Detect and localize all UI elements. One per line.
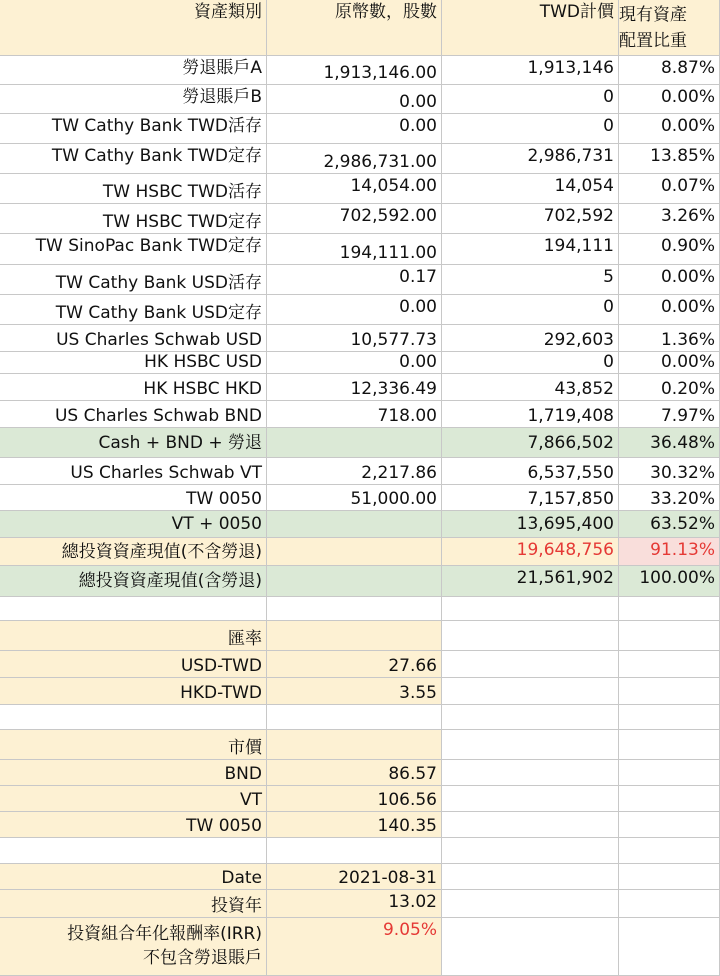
- empty-cell[interactable]: [442, 812, 619, 838]
- asset-pct[interactable]: 8.87%: [619, 56, 720, 85]
- market-price[interactable]: 106.56: [267, 786, 442, 812]
- asset-original[interactable]: 718.00: [267, 401, 442, 428]
- market-ticker[interactable]: TW 0050: [0, 812, 267, 838]
- asset-pct[interactable]: 0.90%: [619, 234, 720, 265]
- asset-twd[interactable]: 702,592: [442, 204, 619, 234]
- empty-cell[interactable]: [0, 597, 267, 621]
- subtotal-etf-original[interactable]: [267, 511, 442, 538]
- header-allocation-line1: 現有資產: [619, 4, 687, 25]
- asset-original[interactable]: 0.00: [267, 85, 442, 114]
- asset-original[interactable]: 0.00: [267, 352, 442, 374]
- header-category[interactable]: 資產類別: [0, 0, 267, 56]
- total-incl-original[interactable]: [267, 566, 442, 597]
- total-incl-label[interactable]: 總投資資產現值(含勞退): [0, 566, 267, 597]
- years-value[interactable]: 13.02: [267, 890, 442, 918]
- asset-original[interactable]: 702,592.00: [267, 204, 442, 234]
- empty-cell[interactable]: [619, 597, 720, 621]
- empty-cell[interactable]: [619, 838, 720, 864]
- fx-pair[interactable]: USD-TWD: [0, 651, 267, 678]
- asset-original[interactable]: 1,913,146.00: [267, 56, 442, 85]
- header-original[interactable]: 原幣數，股數: [267, 0, 442, 56]
- market-price[interactable]: 86.57: [267, 760, 442, 786]
- empty-cell[interactable]: [267, 730, 442, 760]
- subtotal-cash-pct[interactable]: 36.48%: [619, 428, 720, 458]
- date-row: [0, 864, 720, 890]
- market-row: [0, 786, 720, 812]
- asset-twd[interactable]: 1,719,408: [442, 401, 619, 428]
- empty-cell[interactable]: [619, 812, 720, 838]
- asset-name[interactable]: TW HSBC TWD定存: [0, 204, 267, 234]
- asset-pct[interactable]: 0.00%: [619, 114, 720, 144]
- market-title[interactable]: 市價: [0, 730, 267, 760]
- asset-twd[interactable]: 0: [442, 352, 619, 374]
- date-value[interactable]: 2021-08-31: [267, 864, 442, 890]
- asset-twd[interactable]: 0: [442, 114, 619, 144]
- asset-pct[interactable]: 7.97%: [619, 401, 720, 428]
- subtotal-cash-twd[interactable]: 7,866,502: [442, 428, 619, 458]
- empty-cell[interactable]: [442, 918, 619, 976]
- table-row: [0, 485, 720, 511]
- irr-value[interactable]: 9.05%: [267, 918, 442, 976]
- asset-twd[interactable]: 6,537,550: [442, 458, 619, 485]
- empty-cell[interactable]: [619, 705, 720, 730]
- empty-cell[interactable]: [0, 705, 267, 730]
- asset-name[interactable]: US Charles Schwab BND: [0, 401, 267, 428]
- fx-row: [0, 651, 720, 678]
- table-row: [0, 325, 720, 352]
- asset-pct[interactable]: 30.32%: [619, 458, 720, 485]
- asset-original[interactable]: 10,577.73: [267, 325, 442, 352]
- table-row: [0, 85, 720, 114]
- empty-cell[interactable]: [0, 838, 267, 864]
- asset-original[interactable]: 0.00: [267, 295, 442, 325]
- asset-twd[interactable]: 0: [442, 85, 619, 114]
- years-row: [0, 890, 720, 918]
- table-row: [0, 174, 720, 204]
- asset-name[interactable]: 勞退賬戶B: [0, 85, 267, 114]
- fx-title-row: [0, 621, 720, 651]
- asset-original[interactable]: 2,217.86: [267, 458, 442, 485]
- asset-original[interactable]: 14,054.00: [267, 174, 442, 204]
- table-row: [0, 374, 720, 401]
- asset-name[interactable]: TW Cathy Bank TWD定存: [0, 144, 267, 174]
- asset-original[interactable]: 51,000.00: [267, 485, 442, 511]
- subtotal-etf-pct[interactable]: 63.52%: [619, 511, 720, 538]
- subtotal-etf-label[interactable]: VT + 0050: [0, 511, 267, 538]
- empty-cell[interactable]: [619, 730, 720, 760]
- fx-row: [0, 678, 720, 705]
- subtotal-cash-original[interactable]: [267, 428, 442, 458]
- empty-cell[interactable]: [619, 651, 720, 678]
- asset-name[interactable]: 勞退賬戶A: [0, 56, 267, 85]
- asset-name[interactable]: US Charles Schwab USD: [0, 325, 267, 352]
- empty-cell[interactable]: [442, 760, 619, 786]
- market-title-row: [0, 730, 720, 760]
- subtotal-etf-twd[interactable]: 13,695,400: [442, 511, 619, 538]
- total-excl-twd[interactable]: 19,648,756: [442, 538, 619, 566]
- empty-cell[interactable]: [619, 918, 720, 976]
- table-row: [0, 295, 720, 325]
- asset-original[interactable]: 0.00: [267, 114, 442, 144]
- total-excl-row: [0, 538, 720, 566]
- subtotal-etf-row: [0, 511, 720, 538]
- empty-cell[interactable]: [442, 730, 619, 760]
- subtotal-cash-label[interactable]: Cash + BND + 勞退: [0, 428, 267, 458]
- asset-original[interactable]: 2,986,731.00: [267, 144, 442, 174]
- blank-row: [0, 705, 720, 730]
- asset-twd[interactable]: 14,054: [442, 174, 619, 204]
- asset-pct[interactable]: 0.00%: [619, 295, 720, 325]
- empty-cell[interactable]: [619, 621, 720, 651]
- asset-pct[interactable]: 13.85%: [619, 144, 720, 174]
- asset-twd[interactable]: 2,986,731: [442, 144, 619, 174]
- total-incl-row: [0, 566, 720, 597]
- empty-cell[interactable]: [442, 838, 619, 864]
- empty-cell[interactable]: [442, 890, 619, 918]
- empty-cell[interactable]: [442, 864, 619, 890]
- table-row: [0, 401, 720, 428]
- empty-cell[interactable]: [619, 890, 720, 918]
- table-row: [0, 352, 720, 374]
- asset-name[interactable]: HK HSBC HKD: [0, 374, 267, 401]
- table-row: [0, 234, 720, 265]
- market-row: [0, 760, 720, 786]
- total-excl-pct[interactable]: 91.13%: [619, 538, 720, 566]
- years-label[interactable]: 投資年: [0, 890, 267, 918]
- fx-pair[interactable]: HKD-TWD: [0, 678, 267, 705]
- irr-row: [0, 918, 720, 976]
- asset-original[interactable]: 12,336.49: [267, 374, 442, 401]
- asset-name[interactable]: TW Cathy Bank TWD活存: [0, 114, 267, 144]
- table-row: [0, 204, 720, 234]
- date-label[interactable]: Date: [0, 864, 267, 890]
- table-row: [0, 265, 720, 295]
- total-incl-twd[interactable]: 21,561,902: [442, 566, 619, 597]
- asset-twd[interactable]: 5: [442, 265, 619, 295]
- fx-title[interactable]: 匯率: [0, 621, 267, 651]
- table-row: [0, 458, 720, 485]
- blank-row: [0, 838, 720, 864]
- header-row: [0, 0, 720, 56]
- empty-cell[interactable]: [267, 621, 442, 651]
- asset-twd[interactable]: 7,157,850: [442, 485, 619, 511]
- total-excl-original[interactable]: [267, 538, 442, 566]
- market-ticker[interactable]: BND: [0, 760, 267, 786]
- empty-cell[interactable]: [619, 678, 720, 705]
- empty-cell[interactable]: [442, 651, 619, 678]
- header-twd[interactable]: TWD計價: [442, 0, 619, 56]
- asset-pct[interactable]: 1.36%: [619, 325, 720, 352]
- table-row: [0, 114, 720, 144]
- asset-pct[interactable]: 0.20%: [619, 374, 720, 401]
- table-row: [0, 144, 720, 174]
- blank-row: [0, 597, 720, 621]
- asset-name[interactable]: HK HSBC USD: [0, 352, 267, 374]
- asset-name[interactable]: TW SinoPac Bank TWD定存: [0, 234, 267, 265]
- fx-rate[interactable]: 27.66: [267, 651, 442, 678]
- empty-cell[interactable]: [267, 705, 442, 730]
- asset-pct[interactable]: 0.00%: [619, 85, 720, 114]
- asset-name[interactable]: TW Cathy Bank USD活存: [0, 265, 267, 295]
- asset-twd[interactable]: 194,111: [442, 234, 619, 265]
- asset-pct[interactable]: 3.26%: [619, 204, 720, 234]
- asset-pct[interactable]: 33.20%: [619, 485, 720, 511]
- empty-cell[interactable]: [442, 597, 619, 621]
- empty-cell[interactable]: [619, 864, 720, 890]
- fx-rate[interactable]: 3.55: [267, 678, 442, 705]
- irr-label-line1: 投資組合年化報酬率(IRR): [67, 924, 262, 944]
- total-incl-pct[interactable]: 100.00%: [619, 566, 720, 597]
- asset-original[interactable]: 194,111.00: [267, 234, 442, 265]
- table-row: [0, 56, 720, 85]
- total-excl-label[interactable]: 總投資資產現值(不含勞退): [0, 538, 267, 566]
- market-ticker[interactable]: VT: [0, 786, 267, 812]
- empty-cell[interactable]: [442, 786, 619, 812]
- asset-twd[interactable]: 0: [442, 295, 619, 325]
- market-row: [0, 812, 720, 838]
- empty-cell[interactable]: [619, 786, 720, 812]
- subtotal-cash-row: [0, 428, 720, 458]
- irr-label[interactable]: [0, 918, 267, 976]
- header-allocation[interactable]: [619, 0, 720, 56]
- asset-name[interactable]: TW HSBC TWD活存: [0, 174, 267, 204]
- header-allocation-line2: 配置比重: [619, 30, 687, 51]
- asset-pct[interactable]: 0.00%: [619, 352, 720, 374]
- asset-name[interactable]: US Charles Schwab VT: [0, 458, 267, 485]
- asset-name[interactable]: TW Cathy Bank USD定存: [0, 295, 267, 325]
- asset-twd[interactable]: 1,913,146: [442, 56, 619, 85]
- asset-name[interactable]: TW 0050: [0, 485, 267, 511]
- asset-twd[interactable]: 292,603: [442, 325, 619, 352]
- asset-twd[interactable]: 43,852: [442, 374, 619, 401]
- empty-cell[interactable]: [267, 838, 442, 864]
- empty-cell[interactable]: [442, 678, 619, 705]
- empty-cell[interactable]: [267, 597, 442, 621]
- market-price[interactable]: 140.35: [267, 812, 442, 838]
- asset-pct[interactable]: 0.00%: [619, 265, 720, 295]
- empty-cell[interactable]: [442, 621, 619, 651]
- empty-cell[interactable]: [442, 705, 619, 730]
- asset-pct[interactable]: 0.07%: [619, 174, 720, 204]
- irr-label-line2: 不包含勞退賬戶: [143, 948, 262, 968]
- empty-cell[interactable]: [619, 760, 720, 786]
- asset-original[interactable]: 0.17: [267, 265, 442, 295]
